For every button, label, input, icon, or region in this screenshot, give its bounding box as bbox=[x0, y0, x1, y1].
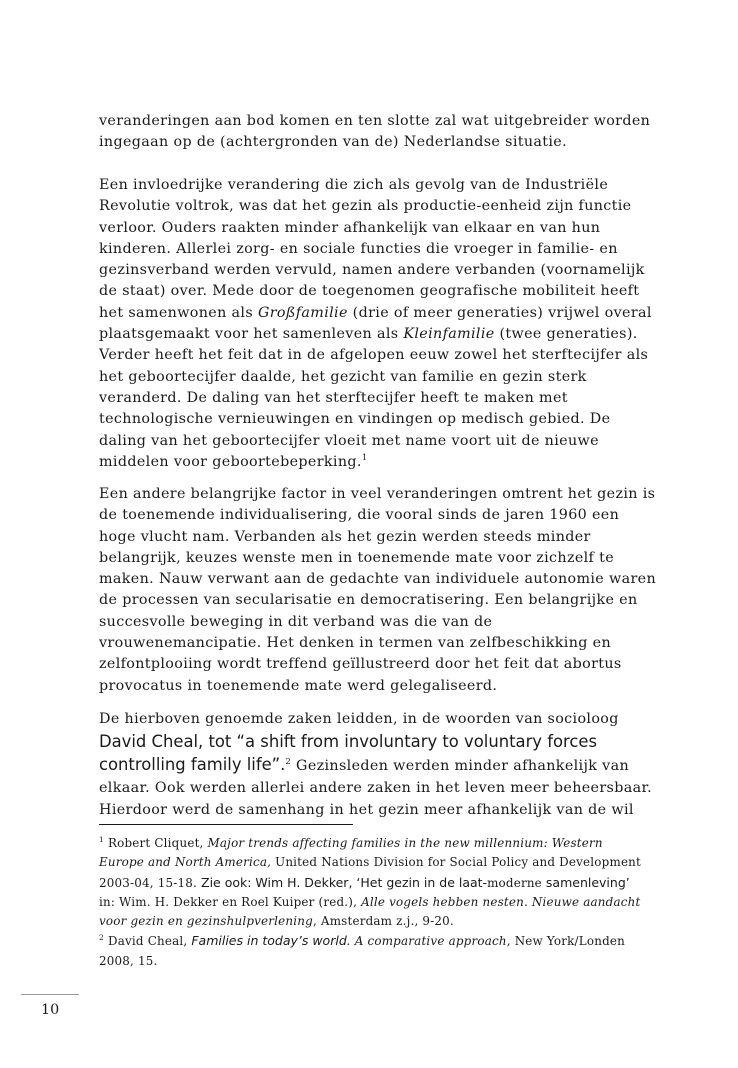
footnote-line bbox=[99, 893, 644, 912]
text-run: het samenwonen als bbox=[99, 304, 258, 321]
page-number: 10 bbox=[41, 1002, 60, 1018]
text-run: (drie of meer generaties) vrijwel overal bbox=[347, 304, 652, 321]
page-number-rule bbox=[21, 994, 79, 995]
text-line bbox=[99, 452, 647, 473]
text-line: veranderingen aan bod komen en ten slotte zal wat uitgebreider worden bbox=[99, 113, 651, 129]
quote-line: David Cheal, tot “a shift from involuntary to voluntary forces bbox=[99, 732, 598, 752]
emphasis-term: Kleinfamilie bbox=[403, 326, 495, 343]
text-run: , New York/Londen bbox=[506, 934, 625, 949]
footnote-number: 2 bbox=[99, 933, 104, 943]
text-line: kinderen. Allerlei zorg- en sociale functies die vroeger in familie- en bbox=[99, 240, 618, 257]
text-run: United Nations Division for Social Policy and Development bbox=[271, 855, 642, 870]
text-run: plaatsgemaakt voor het samenleven als bbox=[99, 326, 404, 343]
paragraph-3 bbox=[99, 484, 657, 697]
text-run: samenleving’ bbox=[541, 874, 630, 890]
paragraph-4 bbox=[99, 709, 652, 821]
text-line: daling van het geboortecijfer vloeit met name voort uit de nieuwe bbox=[99, 432, 599, 449]
book-title: A comparative approach bbox=[350, 934, 507, 949]
footnote-line bbox=[99, 912, 644, 931]
text-run: David Cheal, bbox=[103, 934, 192, 949]
footnote-reference[interactable]: 2 bbox=[285, 757, 292, 768]
text-line: verloor. Ouders raakten minder afhankelijk van elkaar en van hun bbox=[99, 219, 601, 236]
text-line: Verder heeft het feit dat in de afgelopen eeuw zowel het sterftecijfer als bbox=[99, 347, 649, 364]
text-line: Een andere belangrijke factor in veel veranderingen omtrent het gezin is bbox=[99, 486, 656, 502]
text-line: gezinsverband werden vervuld, namen andere verbanden (voornamelijk bbox=[99, 262, 645, 279]
footnote-line: 2008, 15. bbox=[99, 953, 158, 968]
footnote-2 bbox=[99, 931, 644, 951]
footnote-1 bbox=[99, 834, 644, 853]
text-run: Gezinsleden werden minder afhankelijk van bbox=[291, 758, 630, 775]
text-line: Een invloedrijke verandering die zich als gevolg van de Industriële bbox=[99, 177, 609, 193]
text-line bbox=[99, 324, 647, 345]
emphasis-term: Großfamilie bbox=[257, 304, 348, 321]
book-title: Major trends affecting families in the new millennium: Western bbox=[207, 836, 603, 850]
text-run: in: Wim. H. Dekker en Roel Kuiper (red.), bbox=[99, 894, 362, 909]
text-line: de processen van secularisatie en democratisering. Een belangrijke en bbox=[99, 592, 638, 609]
book-title: Families in today’s world. bbox=[191, 933, 351, 949]
text-run: Zie ook: Wim H. Dekker, ‘Het gezin in de laat- bbox=[201, 874, 488, 890]
text-line bbox=[99, 753, 647, 778]
text-run: middelen voor geboortebeperking. bbox=[99, 453, 362, 470]
book-title: voor gezin en gezinshulpverlening bbox=[99, 914, 313, 929]
text-line: Hierdoor werd de samenhang in het gezin meer afhankelijk van de wil bbox=[99, 801, 634, 818]
text-line: ingegaan op de (achtergronden van de) Nederlandse situatie. bbox=[99, 134, 567, 151]
text-line: technologische vernieuwingen en vindingen op medisch gebied. De bbox=[99, 411, 611, 428]
text-line: zelfontplooiing wordt treffend geïllustreerd door het feit dat abortus bbox=[99, 656, 622, 673]
footnote-reference[interactable]: 1 bbox=[361, 452, 368, 463]
footnote-line bbox=[99, 873, 644, 893]
text-run: 2003-04, 15-18. bbox=[99, 875, 202, 890]
text-run: moderne bbox=[487, 875, 542, 890]
text-line: het geboortecijfer daalde, het gezicht van familie en gezin sterk bbox=[99, 368, 587, 385]
text-run: , Amsterdam z.j., 9-20. bbox=[312, 914, 454, 929]
footnotes bbox=[99, 834, 644, 971]
text-line bbox=[99, 303, 652, 324]
book-title: Alle vogels hebben nesten. Nieuwe aandacht bbox=[361, 894, 641, 909]
quote-run: controlling family life”. bbox=[99, 755, 286, 775]
text-line: elkaar. Ook werden allerlei andere zaken in het leven meer beheersbaar. bbox=[99, 780, 652, 797]
text-line: de staat) over. Mede door de toegenomen geografische mobiliteit heeft bbox=[99, 283, 640, 300]
text-run: Robert Cliquet, bbox=[103, 836, 208, 850]
text-line: veranderd. De daling van het sterftecijfer heeft te maken met bbox=[99, 389, 568, 406]
paragraph-2 bbox=[99, 175, 652, 473]
footnote-number: 1 bbox=[99, 835, 104, 844]
text-run: (twee generaties). bbox=[494, 326, 638, 343]
text-line: provocatus in toenemende mate werd gelegaliseerd. bbox=[99, 677, 498, 694]
footnote-separator bbox=[99, 824, 353, 825]
text-line: belangrijk, keuzes wenste men in toenemende mate voor zichzelf te bbox=[99, 549, 615, 566]
text-line: Revolutie voltrok, was dat het gezin als productie-eenheid zijn functie bbox=[99, 198, 632, 215]
paragraph-1 bbox=[99, 111, 651, 154]
text-line: De hierboven genoemde zaken leidden, in de woorden van socioloog bbox=[99, 711, 619, 727]
text-line: vrouwenemancipatie. Het denken in termen van zelfbeschikking en bbox=[99, 635, 612, 652]
text-line: de toenemende individualisering, die vooral sinds de jaren 1960 een bbox=[99, 507, 620, 524]
book-title: Europe and North America, bbox=[99, 855, 272, 870]
text-line: hoge vlucht nam. Verbanden als het gezin werden steeds minder bbox=[99, 528, 591, 545]
footnote-line bbox=[99, 853, 644, 872]
text-line: maken. Nauw verwant aan de gedachte van individuele autonomie waren bbox=[99, 571, 657, 588]
text-line: succesvolle beweging in dit verband was die van de bbox=[99, 613, 493, 630]
